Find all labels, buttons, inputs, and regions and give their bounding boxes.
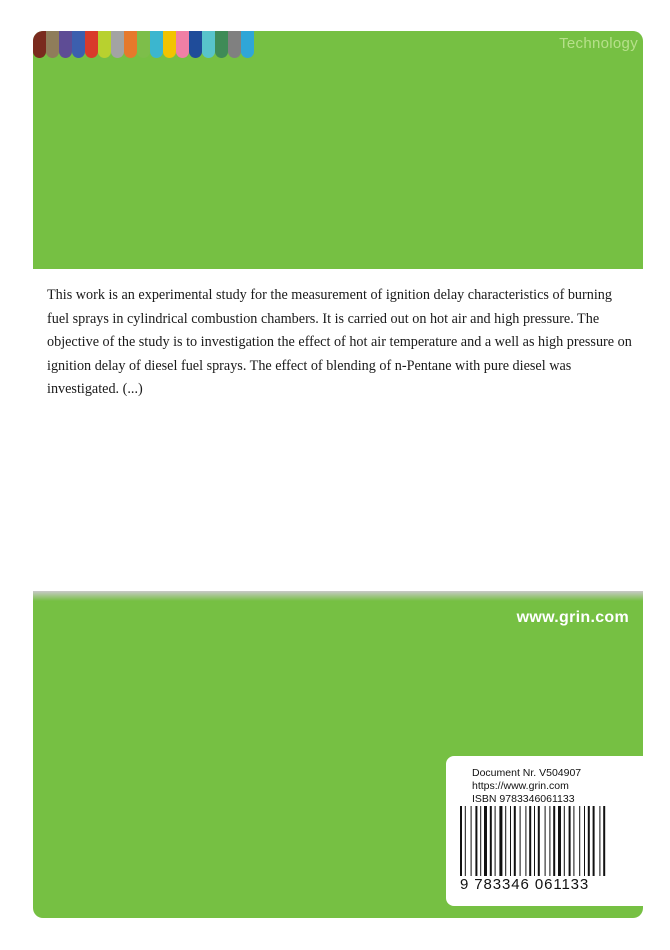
- barcode-icon: [460, 806, 630, 878]
- color-stripe: [46, 31, 59, 58]
- color-stripe: [241, 31, 254, 58]
- barcode-bar: [569, 806, 571, 876]
- barcode-bar: [545, 806, 546, 876]
- barcode-bar: [520, 806, 521, 876]
- barcode-bar: [471, 806, 472, 876]
- isbn-number: ISBN 9783346061133: [472, 793, 575, 805]
- barcode-bar: [510, 806, 511, 876]
- barcode-bar: [538, 806, 540, 876]
- color-stripe: [59, 31, 72, 58]
- abstract-text: This work is an experimental study for the measurement of ignition delay characteristics of burning fuel sprays in cylindrical combustion chambers. It is carried out on hot air and high pressure. The objective of the study is to investigation the effect of hot air temperature and a well as high pressure on ignition delay of diesel fuel sprays. The effect of blending of n-Pentane with pure diesel was investigated. (...): [47, 287, 632, 397]
- color-stripe: [176, 31, 189, 58]
- barcode-bar: [558, 806, 561, 876]
- barcode-bar: [599, 806, 600, 876]
- color-stripe: [33, 31, 46, 58]
- barcode-bar: [495, 806, 496, 876]
- color-stripes: [33, 31, 254, 58]
- color-stripe: [189, 31, 202, 58]
- barcode-bar: [499, 806, 502, 876]
- barcode-bar: [484, 806, 487, 876]
- color-stripe: [111, 31, 124, 58]
- barcode-bar: [549, 806, 550, 876]
- isbn-info: [472, 767, 581, 806]
- barcode-bar: [588, 806, 590, 876]
- color-stripe: [202, 31, 215, 58]
- color-stripe: [98, 31, 111, 58]
- panel-shadow: [33, 591, 643, 601]
- barcode-bar: [584, 806, 585, 876]
- barcode-bar: [490, 806, 492, 876]
- color-stripe: [163, 31, 176, 58]
- barcode-bar: [603, 806, 605, 876]
- barcode-bar: [573, 806, 574, 876]
- document-number: Document Nr. V504907: [472, 767, 582, 779]
- document-url[interactable]: https://www.grin.com: [472, 780, 569, 792]
- color-stripe: [137, 31, 150, 58]
- barcode-bar: [480, 806, 481, 876]
- color-stripe: [124, 31, 137, 58]
- barcode-bar: [593, 806, 595, 876]
- barcode-bar: [579, 806, 580, 876]
- barcode-bar: [534, 806, 535, 876]
- book-back-cover: [33, 31, 643, 918]
- barcode-bar: [460, 806, 462, 876]
- color-stripe: [215, 31, 228, 58]
- isbn-box: [446, 756, 643, 906]
- barcode-bar: [505, 806, 506, 876]
- barcode-bar: [514, 806, 516, 876]
- barcode-bar: [553, 806, 555, 876]
- website-label[interactable]: www.grin.com: [516, 609, 629, 626]
- barcode-bar: [465, 806, 466, 876]
- color-stripe: [228, 31, 241, 58]
- color-stripe: [85, 31, 98, 58]
- barcode-bar: [525, 806, 526, 876]
- barcode-digits: 9 783346 061133: [460, 876, 590, 893]
- color-stripe: [150, 31, 163, 58]
- barcode-bar: [529, 806, 531, 876]
- barcode-bar: [475, 806, 477, 876]
- top-green-panel: [33, 31, 643, 269]
- barcode-bar: [564, 806, 565, 876]
- color-stripe: [72, 31, 85, 58]
- category-label: Technology: [559, 35, 638, 52]
